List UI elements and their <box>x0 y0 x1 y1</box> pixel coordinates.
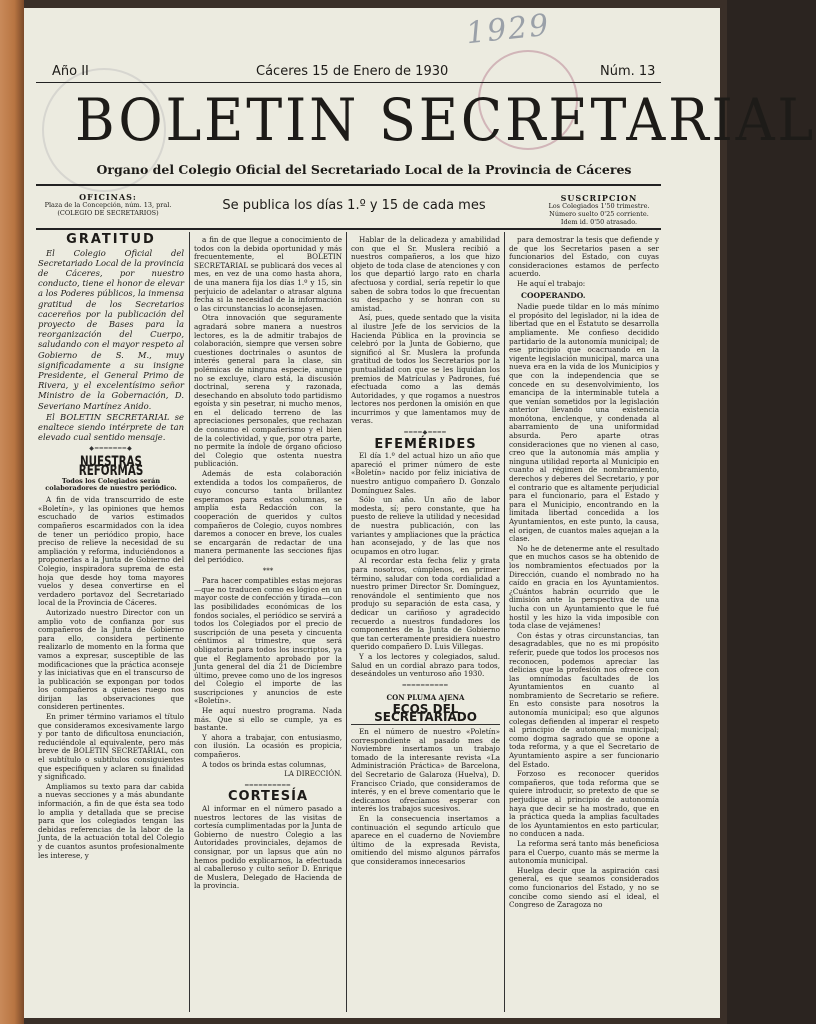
asterism: *** <box>262 566 274 575</box>
oficinas-address: Plaza de la Concepción, núm. 13, pral. <box>44 201 172 209</box>
column-divider-2 <box>346 232 347 1012</box>
col3-paragraph-1: Hablar de la delicadeza y amabilidad con que el Sr. Muslera recibió a nuestros compañeros, a los que hizo objeto de toda clase de atenciones y con los que departió largo rato en charla afectuosa y cordial, sería repetir lo que saben de sobra todos lo que frecuentan su despacho y se honran con su amistad. <box>351 235 500 313</box>
publication-frequency: Se publica los días 1.º y 15 de cada mes <box>222 198 486 213</box>
oficinas-label: OFICINAS: <box>79 192 137 202</box>
divider-ornament-3: ━━━━◆━━━━ <box>404 429 447 437</box>
efemerides-paragraph-4: Y a los lectores y colegiados, salud. Salud en un cordial abrazo para todos, deseándoles un venturoso año 1930. <box>351 651 500 679</box>
issue-number: Núm. 13 <box>600 64 656 79</box>
column-1 <box>38 232 184 1016</box>
info-rule <box>36 228 661 230</box>
col2-paragraph-1: a fin de que llegue a conocimiento de todos con la debida oportunidad y más frecuentemente, el BOLETIN SECRETARIAL se publicará dos veces al mes, en vez de una como hasta ahora, de una manera fija los días 1.º y 15, sin perjuicio de adelantar o atrasar alguna fecha si la necesidad de la información o las circunstancias lo aconsejasen. <box>194 235 342 313</box>
direccion-signature: LA DIRECCIÓN. <box>284 770 342 779</box>
efemerides-heading: EFEMÉRIDES <box>374 436 477 452</box>
col2-paragraph-5: He aquí nuestro programa. Nada más. Que si ello se cumple, ya es bastante. <box>194 706 342 733</box>
masthead-rule <box>36 184 661 186</box>
reformas-paragraph-1: A fin de vida transcurrido de este «Boletín», y las opiniones que hemos escuchado de varios estimados compañeros escarmidados con la idea de tener un periódico propio, hace preciso de relieve la necesidad de su ampliación y reforma, induciéndonos a proponerlas a la Junta de Gobierno del Colegio, inspiradora suprema de esta hoja que desde hoy toma mayores vuelos y desea convertirse en el verdadero portavoz del Secretariado local de la Provincia de Cáceres. <box>38 495 184 608</box>
divider-ornament-4: ━━━━━━━━━━ <box>402 681 449 689</box>
suscripcion-line-2: Número suelto 0'25 corriente. <box>549 210 649 218</box>
date-label: Cáceres 15 de Enero de 1930 <box>256 64 449 79</box>
cortesia-paragraph: Al informar en el número pasado a nuestros lectores de las visitas de cortesía cumplimentadas por la Junta de Gobierno de nuestro Colegio a las Autoridades provinciales, dejamos de consignar, por un lapsus que aún no hemos podido explicarnos, la efectuada al caballeroso y culto señor D. Enrique de Muslera, Delegado de Hacienda de la provincia. <box>194 804 342 891</box>
col4-paragraph-2: He aquí el trabajo: <box>517 278 586 288</box>
column-divider-3 <box>504 232 505 1012</box>
masthead-subtitle: Organo del Colegio Oficial del Secretariado Local de la Provincia de Cáceres <box>96 162 632 177</box>
year-label: Año II <box>52 64 89 79</box>
col2-paragraph-6: Y ahora a trabajar, con entusiasmo, con ilusión. La ocasión es propicia, compañeros. <box>194 732 342 760</box>
suscripcion-label: SUSCRIPCION <box>560 193 638 203</box>
ecos-heading: ECOS DEL SECRETARIADO <box>351 705 500 725</box>
reformas-paragraph-4: Ampliamos su texto para dar cabida a nuevas secciones y a más abundante información, a fin de que ésta sea todo lo amplia y detallada que se precise para que los colegiados tengan las debidas referencias de la labor de la Junta, de la actuación total del Colegio y de cuantos asuntos profesionalmente les interese, y <box>38 781 184 860</box>
reformas-paragraph-3: En primer término variamos el título que consideramos excesivamente largo y por tanto de dificultosa enunciación, reduciéndole al equivalente, pero más breve de BOLETIN SECRETARIAL, con el subtítulo o subtítulos consiguientes que especifiquen y aclaren su finalidad y significado. <box>38 712 184 782</box>
handwritten-number: 1929 <box>464 7 552 52</box>
col4-paragraph-7: La reforma será tanto más beneficiosa para el Cuerpo, cuanto más se merme la autonomía municipal. <box>509 838 659 866</box>
oficinas-box <box>38 193 178 217</box>
oficinas-colegio: (COLEGIO DE SECRETARIOS) <box>57 209 159 217</box>
gratitud-paragraph: El Colegio Oficial del Secretariado Local de la provincia de Cáceres, por nuestro conducto, tiene el honor de elevar a los Poderes públicos, la inmensa gratitud de los Secretarios cacereños por la publicación del proyecto de Bases para la reorganización del Cuerpo, saludando con el mayor respeto al Gobierno de S. M., muy significadamente a su insigne Presidente, el General Primo de Rivera, y el excelentísimo señor Ministro de la Gobernación, D. Severiano Martínez Anido. <box>38 247 184 411</box>
masthead-title: BOLETIN SECRETARIAL <box>75 86 816 154</box>
col2-paragraph-4: Para hacer compatibles estas mejoras—que no traducen como es lógico en un mayor coste de confección y tirada—con las posibilidades económicas de los fondos sociales, el periódico se servirá a todos los Colegiados por el precio de suscripción de una peseta y cincuenta céntimos al trimestre, que será obligatoria para todos los inscriptos, ya que el Reglamento aprobado por la Junta general del día 21 de Diciembre último, prevee como uno de los ingresos del Colegio el importe de las suscripciones y anuncios de este «Boletín». <box>194 576 342 706</box>
ecos-paragraph-2: En la consecuencia insertamos a continuación el segundo artículo que aparece en el cuaderno de Noviembre último de la expresada Revista, omitiendo del mismo algunos párrafos que consideramos innecesarios <box>351 814 500 866</box>
col4-paragraph-1: para demostrar la tesis que defiende y de que los Secretarios pasen a ser funcionarios del Estado, con cuyas consideraciones estamos de perfecto acuerdo. <box>509 235 659 279</box>
cooperando-heading: COOPERANDO. <box>521 290 586 300</box>
column-divider-1 <box>189 232 190 1012</box>
pluma-ajena-label: CON PLUMA AJENA <box>386 693 465 703</box>
col4-paragraph-5: Con éstas y otras circunstancias, tan desagradables, que no es mi propósito referir, puede que todos los procesos nos reconocen, podemos apreciar las delicias que la profesión nos ofrece con las omnímodas facultades de los Ayuntamientos en cuanto al nombramiento de Secretario se refiere. En esto consiste para nosotros la autonomía municipal; eso que algunos colegas defienden al imperar el respeto al principio de autonomía municipal; como dogma sagrado que se opone a toda reforma, y a que el Secretario de Ayuntamiento aspire a ser funcionario del Estado. <box>509 630 659 769</box>
column-3 <box>351 236 500 1016</box>
reformas-subheading: Todos los Colegiados serán colaboradores de nuestro periódico. <box>45 477 177 493</box>
divider-ornament: ◆━━━━━━━◆ <box>89 445 133 453</box>
efemerides-paragraph-2: Sólo un año. Un año de labor modesta, sí; pero constante, que ha puesto de relieve la utilidad y necesidad de nuestra publicación, con las variantes y ampliaciones que la práctica han aconsejado, y de las que nos ocupamos en otro lugar. <box>351 495 500 556</box>
suscripcion-box <box>529 194 669 226</box>
reformas-heading: NUESTRAS REFORMAS <box>78 454 144 479</box>
header-rule <box>36 82 661 83</box>
col4-paragraph-6: Forzoso es reconocer queridos compañeros, que toda reforma que se quiere introducir, so pretexto de que se perjudique al principio de autonomía haya que decir se ha mostrado, que en la práctica queda la amplias facultades de los Ayuntamientos en esto particular, no conducen a nada. <box>509 769 659 839</box>
reformas-paragraph-2: Autorizado nuestro Director con un amplio voto de confianza por sus compañeros de la Junta de Gobierno para ello, considera pertinente realizarlo de momento en la forma que vamos a expresar, susceptible de las modificaciones que la práctica aconseje y las iniciativas que en el transcurso de la publicación se expongan por todos los compañeros a quienes ruego nos dirijan las observaciones que consideren pertinentes. <box>38 607 184 712</box>
gratitud-paragraph-2: El BOLETIN SECRETARIAL se enaltece siendo intérprete de tan elevado cual sentido mensaje. <box>38 411 184 443</box>
col3-paragraph-2: Así, pues, quede sentado que la visita al ilustre Jefe de los servicios de la Hacienda Pública en la provincia se celebró por la Junta de Gobierno, que significó al Sr. Muslera la profunda gratitud de todos los Secretarios por la puntualidad con que se les liquidan los premios de Matrículas y Padrones, fué efectuada como a las demás Autoridades, y que rogamos a nuestros lectores nos perdonen la omisión en que incurrimos y que lamentamos muy de veras. <box>351 313 500 426</box>
suscripcion-line-3: Idem id. 0'50 atrasado. <box>560 218 638 226</box>
col2-paragraph-7: A todos os brinda estas columnas, <box>202 759 327 769</box>
column-4 <box>509 236 659 1016</box>
col2-paragraph-2: Otra innovación que seguramente agradará sobre manera a nuestros lectores, es la de admitir trabajos de colaboración, siempre que versen sobre cuestiones doctrinales o asuntos de interés general para la clase, sin polémicas de ninguna especie, aunque no se excluye, claro está, la discusión doctrinal, serena y razonada, desechando en absoluto todo partidismo egoísta y sin pesetrar, ni mucho menos, en el delicado terreno de las apreciaciones personales, que rechazan de consumo el compañerismo y el bien de la colectividad, y que, por otra parte, no permite la índole de órgano oficioso del Colegio que ostenta nuestra publicación. <box>194 313 342 469</box>
suscripcion-line-1: Los Colegiados 1'50 trimestre. <box>548 202 650 210</box>
column-2 <box>194 236 342 1016</box>
divider-ornament-2: ━━━━━━━━━━ <box>244 781 292 789</box>
col4-paragraph-8: Huelga decir que la aspiración casi general, es que seamos considerados como funcionarios del Estado, y no se concibe como siendo así el ideal, el Congreso de Zaragoza no <box>509 865 659 910</box>
cortesia-heading: CORTESÍA <box>227 789 309 805</box>
gratitud-heading: GRATITUD <box>66 232 156 247</box>
ecos-paragraph-1: En el número de nuestro «Poletín» correspondiente al pasado mes de Noviembre insertamos un trabajo tomado de la interesante revista «La Administración Práctica» de Barcelona, del Secretario de Galaroza (Huelva), D. Francisco Criado, que consideramos de interés, y en el breve comentario que le dedicamos ofrecíamos esperar con interés los trabajos sucesivos. <box>351 727 500 814</box>
efemerides-paragraph-3: Al recordar esta fecha feliz y grata para nosotros, cúmplenos, en primer término, saludar con toda cordialidad a nuestro primer Director Sr. Domínguez, renovándole el sentimiento que nos produjo su separación de esta casa, y dedicar un cariñoso y agradecido recuerdo a nuestros fundadores los componentes de la Junta de Gobierno que tan certeramente presidiera nuestro querido compañero D. Luis Villegas. <box>351 556 500 652</box>
col4-paragraph-3: Nadie puede tildar en lo más mínimo el propósito del legislador, ni la idea de libertad que en el Estatuto se desarrolla ampliamente. Me confieso decidido partidario de la autonomía municipal; de ese principio que ocacruando en la vigente legislación municipal, marca una nueva era en la vida de los Municipios y que con la independencia que se concede en su desenvolvimiento, los emancipa de la interminable tutela a que venían sometidos por la legislación anterior llevando una existencia monótona, enclenque, y condenada al abarramiento de una uniformidad absurda. Pero aparte otras consideraciones que no vienen al caso, creo que la autonomía más amplia y ninguna utilidad reporta al Municipio en cuanto al régimen de nombramiento, derechos y deberes del Secretario, y por el contrario que es altamente perjudicial para el funcionario, para el Estado y para el Municipio, encontrando en la limitada libertad concedida a los Ayuntamientos, en este punto, la causa, el origen, de cuantos males aquejan a la clase. <box>509 302 659 544</box>
col2-paragraph-3: Además de esta colaboración extendida a todos los compañeros, de cuyo concurso tanta brillantez esperamos para estas columnas, se amplía esta Redacción con la cooperación de queridos y cultos compañeros de Colegio, cuyos nombres daremos a conocer en breve, los cuales se encargarán de redactar de una manera permanente las secciones fijas del periódico. <box>194 469 342 564</box>
newspaper-page <box>24 7 816 1018</box>
efemerides-paragraph-1: El día 1.º del actual hizo un año que apareció el primer número de este «Boletín» nacido por feliz iniciativa de nuestro antiguo compañero D. Gonzalo Domínguez Sales. <box>351 451 500 495</box>
book-binding <box>0 0 24 1024</box>
col4-paragraph-4: No he de detenerme ante el resultado que en muchos casos se ha obtenido de los nombramientos efectuados por la Dirección, cuando el nombrado no ha caído en gracia en los Ayuntamientos. ¿Cuántos habrán ocurrido que le dimisión ante la perspectiva de una lucha con un Ayuntamiento que le fué hostil y les hizo la vida imposible con toda clase de vejámenes! <box>509 543 659 631</box>
